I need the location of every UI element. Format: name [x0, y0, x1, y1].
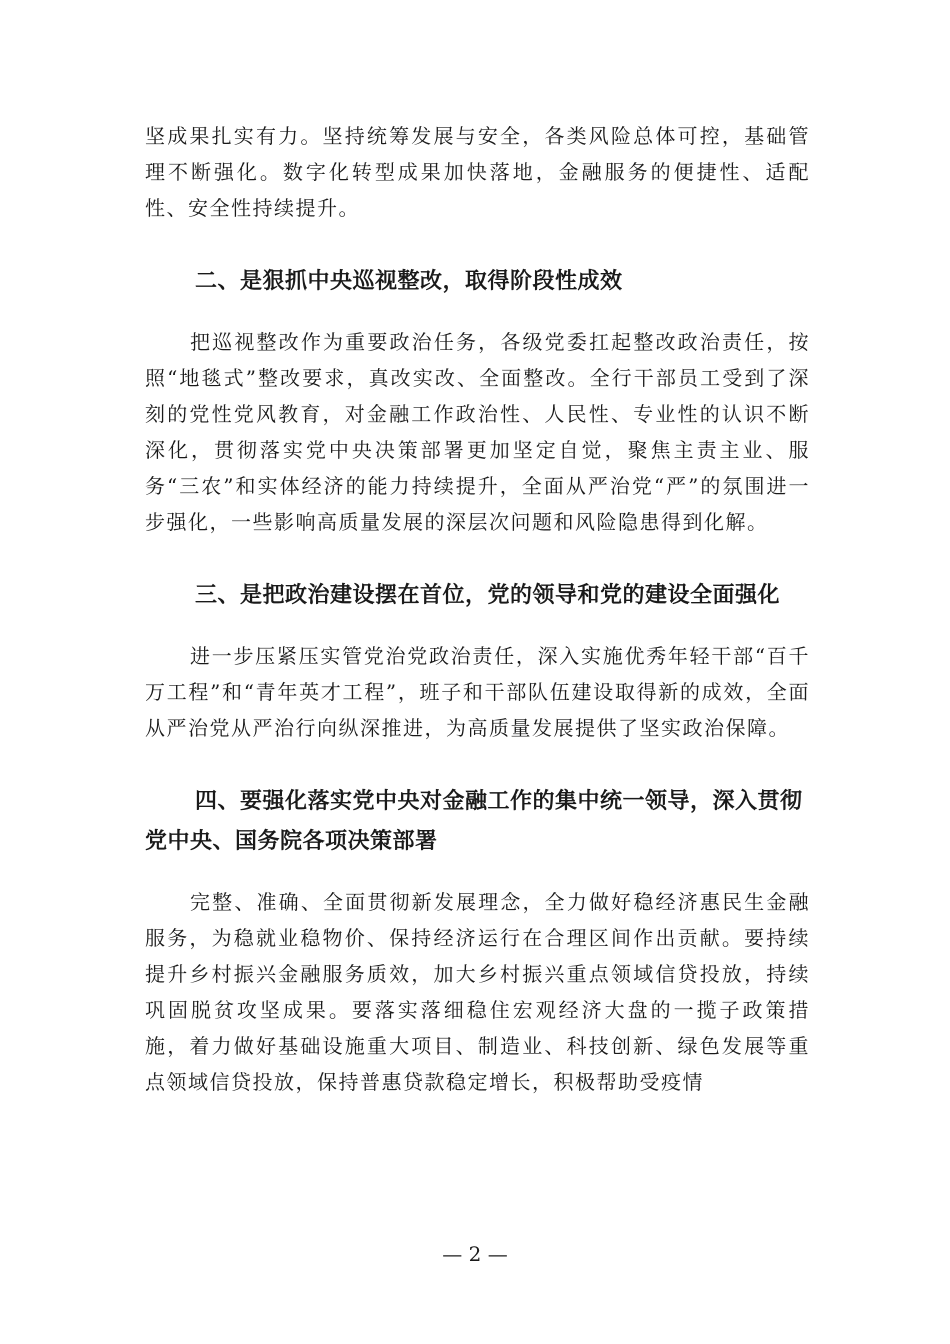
- paragraph-section-2: 把巡视整改作为重要政治任务，各级党委扛起整改政治责任，按照“地毯式”整改要求，真改实改、全面整改。全行干部员工受到了深刻的党性党风教育，对金融工作政治性、人民性、专业性的认识不断深化，贯彻落实党中央决策部署更加坚定自觉，聚焦主责主业、服务“三农”和实体经济的能力持续提升，全面从严治党“严”的氛围进一步强化，一些影响高质量发展的深层次问题和风险隐患得到化解。: [145, 330, 810, 534]
- paragraph-section-4: 完整、准确、全面贯彻新发展理念，全力做好稳经济惠民生金融服务，为稳就业稳物价、保持经济运行在合理区间作出贡献。要持续提升乡村振兴金融服务质效，加大乡村振兴重点领域信贷投放，持续巩固脱贫攻坚成果。要落实落细稳住宏观经济大盘的一揽子政策措施，着力做好基础设施重大项目、制造业、科技创新、绿色发展等重点领域信贷投放，保持普惠贷款稳定增长，积极帮助受疫情: [145, 890, 810, 1094]
- section-heading-4: 四、要强化落实党中央对金融工作的集中统一领导，深入贯彻党中央、国务院各项决策部署: [145, 789, 803, 854]
- paragraph-continued: 坚成果扎实有力。坚持统筹发展与安全，各类风险总体可控，基础管理不断强化。数字化转型成果加快落地，金融服务的便捷性、适配性、安全性持续提升。: [145, 124, 810, 220]
- document-body: [145, 118, 810, 1100]
- paragraph-section-3: 进一步压紧压实管党治党政治责任，深入实施优秀年轻干部“百千万工程”和“青年英才工程”，班子和干部队伍建设取得新的成效，全面从严治党从严治行向纵深推进，为高质量发展提供了坚实政治保障。: [145, 644, 810, 740]
- section-heading-3: 三、是把政治建设摆在首位，党的领导和党的建设全面强化: [195, 583, 781, 608]
- section-heading-2: 二、是狠抓中央巡视整改，取得阶段性成效: [195, 269, 623, 294]
- page-number: — 2 —: [442, 1242, 508, 1266]
